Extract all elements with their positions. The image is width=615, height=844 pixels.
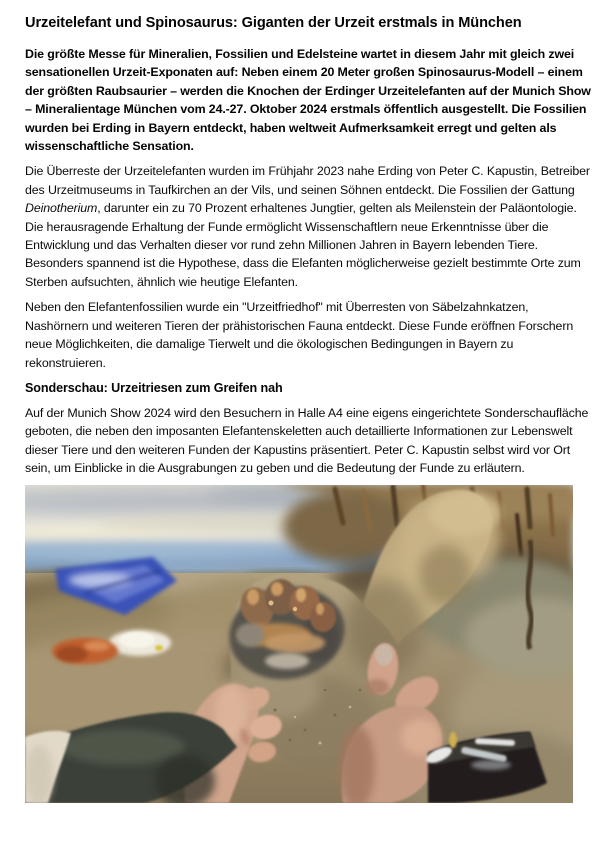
excavation-photo xyxy=(25,485,573,803)
paragraph-discovery-text-before: Die Überreste der Urzeitelefanten wurden im Frühjahr 2023 nahe Erding von Peter C. Kapustin, Betreiber des Urzeitmuseums in Taufkirchen an der Vils, und seinen Söhnen entdeckt. Die Fossilien der Gattung xyxy=(25,164,590,197)
paragraph-graveyard: Neben den Elefantenfossilien wurde ein "Urzeitfriedhof" mit Überresten von Säbelzahnkatzen, Nashörnern und weiteren Tieren der prähistorischen Fauna entdeckt. Diese Funde eröffnen Forschern neue Möglichkeiten, die damalige Tierwelt und die ökologischen Bedingungen in Bayern zu rekonstruieren. xyxy=(25,300,574,370)
paragraph-discovery-text-after: , darunter ein zu 70 Prozent erhaltenes Jungtier, gelten als Meilenstein der Paläontologie. Die herausragende Erhaltung der Funde ermöglicht Wissenschaftlern neue Erkenntnisse über die Entwicklung und das Verhalten dieser vor rund zehn Millionen Jahren in Bayern lebenden Tiere. Besonders spannend ist die Hypothese, dass die Elefanten möglicherweise gezielt bestimmte Orte zum Sterben aufsuchten, ähnlich wie heutige Elefanten. xyxy=(25,201,581,289)
paragraph-discovery xyxy=(25,162,591,291)
genus-name-italic: Deinotherium xyxy=(25,201,98,216)
lead-paragraph: Die größte Messe für Mineralien, Fossilien und Edelsteine wartet in diesem Jahr mit gleich zwei sensationellen Urzeit-Exponaten auf: Neben einem 20 Meter großen Spinosaurus-Modell – einem der größten Raubsaurier – werden die Knochen der Erdinger Urzeitelefanten auf der Munich Show – Mineralientage München vom 24.-27. Oktober 2024 erstmals öffentlich ausgestellt. Die Fossilien wurden bei Erding in Bayern entdeckt, haben weltweit Aufmerksamkeit erregt und gelten als wissenschaftliche Sensation. xyxy=(25,47,591,154)
article-title: Urzeitelefant und Spinosaurus: Giganten der Urzeit erstmals in München xyxy=(25,15,522,31)
excavation-photo-art xyxy=(25,485,573,803)
section-subheading: Sonderschau: Urzeitriesen zum Greifen nah xyxy=(25,380,283,395)
paragraph-show: Auf der Munich Show 2024 wird den Besuchern in Halle A4 eine eigens eingerichtete Sonderschaufläche geboten, die neben den imposanten Elefantenskeletten auch detaillierte Informationen zur Lebenswelt dieser Tiere und den weiteren Funden der Kapustins präsentiert. Peter C. Kapustin selbst wird vor Ort sein, um Einblicke in die Ausgrabungen zu geben und die Bedeutung der Funde zu erläutern. xyxy=(25,405,589,476)
